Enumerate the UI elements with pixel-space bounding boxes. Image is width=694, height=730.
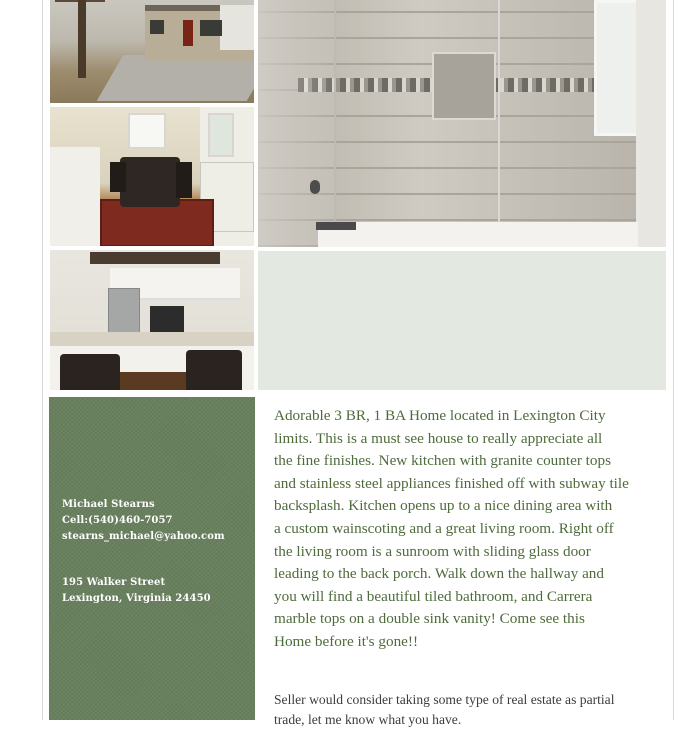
description-line: limits. This is a must see house to really appreciate all [274, 429, 603, 447]
contact-panel [49, 397, 255, 720]
address-city: Lexington, Virginia 24450 [62, 593, 211, 604]
side-wall [636, 0, 666, 247]
chair [186, 350, 242, 390]
seller-note-line: Seller would consider taking some type of real estate as partial [274, 692, 615, 707]
kitchen-photo [50, 250, 254, 390]
dining-chair [176, 162, 192, 198]
wainscot-wall [50, 147, 100, 246]
shower-niche [432, 52, 496, 120]
tree-trunk [78, 0, 86, 78]
tub-faucet [316, 222, 356, 230]
dining-table [120, 157, 180, 207]
stove [150, 306, 184, 332]
property-description [274, 405, 659, 654]
driveway [97, 55, 254, 101]
description-line: Adorable 3 BR, 1 BA Home located in Lexington City [274, 407, 606, 424]
glass-panel [258, 0, 336, 247]
bathtub [318, 222, 638, 247]
table [120, 372, 190, 390]
bathroom-photo [258, 0, 666, 247]
description-line: a custom wainscoting and a great living room. Right off [274, 519, 614, 537]
granite-counter [50, 332, 254, 346]
page-border-right [673, 0, 674, 720]
window [208, 113, 234, 157]
front-door [183, 20, 193, 46]
page-border-left [42, 0, 43, 720]
window [128, 113, 166, 149]
house-window [200, 20, 222, 36]
description-line: you will find a beautiful tiled bathroom, and Carrera [274, 587, 593, 605]
description-line: the fine finishes. New kitchen with granite counter tops [274, 452, 611, 470]
exterior-photo [50, 0, 254, 103]
description-line: and stainless steel appliances finished off with subway tile [274, 474, 629, 492]
dining-chair [110, 162, 126, 192]
seller-note-line: trade, let me know what you have. [274, 712, 462, 727]
refrigerator [108, 288, 140, 334]
description-line: marble tops on a double sink vanity! Come see this [274, 610, 585, 628]
contact-email[interactable]: stearns_michael@yahoo.com [62, 531, 225, 542]
contact-phone[interactable]: Cell:(540)460-7057 [62, 515, 173, 526]
mint-panel [258, 251, 666, 390]
glass-door-edge [498, 0, 500, 247]
house-window [150, 20, 164, 34]
dining-room-photo [50, 107, 254, 246]
description-line: leading to the back porch. Walk down the hallway and [274, 565, 604, 583]
description-line: the living room is a sunroom with sliding glass door [274, 542, 591, 560]
neighbor-house [220, 5, 254, 50]
ceiling-beam [90, 252, 220, 264]
description-line: backsplash. Kitchen opens up to a nice dining area with [274, 497, 613, 515]
description-line: Home before it's gone!! [274, 632, 419, 650]
seller-note [274, 690, 659, 730]
shower-handle [310, 180, 320, 194]
address-street: 195 Walker Street [62, 577, 166, 588]
chair [60, 354, 120, 390]
contact-name: Michael Stearns [62, 499, 155, 510]
